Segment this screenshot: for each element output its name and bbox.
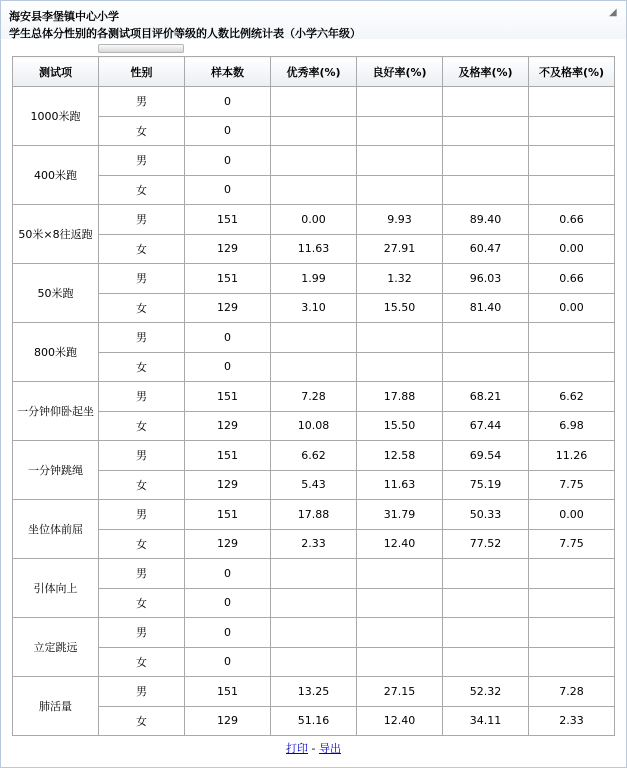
fail-cell: 7.28 [529, 677, 615, 707]
gender-cell: 女 [99, 529, 185, 559]
test-item-cell: 800米跑 [13, 323, 99, 382]
col-header-sample: 样本数 [185, 57, 271, 87]
gender-cell: 女 [99, 647, 185, 677]
table-row [13, 529, 615, 559]
pass-cell [443, 647, 529, 677]
test-item-cell: 50米×8往返跑 [13, 205, 99, 264]
statistics-table [12, 56, 615, 736]
sample-cell: 0 [185, 559, 271, 589]
excellent-cell [271, 588, 357, 618]
table-row [13, 87, 615, 117]
excellent-cell: 13.25 [271, 677, 357, 707]
good-cell [357, 559, 443, 589]
excellent-cell [271, 175, 357, 205]
pass-cell [443, 352, 529, 382]
fail-cell [529, 647, 615, 677]
table-row [13, 470, 615, 500]
excellent-cell [271, 618, 357, 648]
test-item-cell: 400米跑 [13, 146, 99, 205]
test-item-cell: 坐位体前屈 [13, 500, 99, 559]
school-name: 海安县李堡镇中心小学 [9, 10, 119, 23]
pass-cell [443, 146, 529, 176]
sample-cell: 0 [185, 146, 271, 176]
footer-separator: - [311, 742, 316, 755]
excellent-cell: 17.88 [271, 500, 357, 530]
good-cell [357, 352, 443, 382]
good-cell [357, 87, 443, 117]
sample-cell: 0 [185, 618, 271, 648]
sample-cell: 151 [185, 677, 271, 707]
good-cell: 12.58 [357, 441, 443, 471]
fail-cell [529, 116, 615, 146]
fail-cell [529, 352, 615, 382]
pass-cell [443, 116, 529, 146]
col-header-good: 良好率(%) [357, 57, 443, 87]
sample-cell: 151 [185, 382, 271, 412]
test-item-cell: 一分钟仰卧起坐 [13, 382, 99, 441]
fail-cell [529, 588, 615, 618]
gender-cell: 男 [99, 264, 185, 294]
sample-cell: 0 [185, 647, 271, 677]
excellent-cell: 2.33 [271, 529, 357, 559]
test-item-cell: 肺活量 [13, 677, 99, 736]
fail-cell [529, 146, 615, 176]
fail-cell: 0.66 [529, 264, 615, 294]
excellent-cell: 3.10 [271, 293, 357, 323]
excellent-cell [271, 323, 357, 353]
gender-cell: 女 [99, 116, 185, 146]
excellent-cell [271, 352, 357, 382]
sample-cell: 0 [185, 588, 271, 618]
col-header-gender: 性别 [99, 57, 185, 87]
sample-cell: 151 [185, 500, 271, 530]
fail-cell: 7.75 [529, 529, 615, 559]
gender-cell: 男 [99, 382, 185, 412]
pass-cell: 89.40 [443, 205, 529, 235]
good-cell [357, 618, 443, 648]
table-body [13, 87, 615, 736]
pass-cell [443, 175, 529, 205]
table-row [13, 706, 615, 736]
table-row [13, 175, 615, 205]
excellent-cell [271, 146, 357, 176]
pass-cell [443, 588, 529, 618]
gender-cell: 男 [99, 146, 185, 176]
table-row [13, 352, 615, 382]
table-row [13, 323, 615, 353]
col-header-pass: 及格率(%) [443, 57, 529, 87]
fail-cell: 0.66 [529, 205, 615, 235]
good-cell [357, 323, 443, 353]
good-cell [357, 175, 443, 205]
excellent-cell: 11.63 [271, 234, 357, 264]
test-item-cell: 50米跑 [13, 264, 99, 323]
table-row [13, 382, 615, 412]
pass-cell: 81.40 [443, 293, 529, 323]
good-cell: 27.15 [357, 677, 443, 707]
good-cell: 1.32 [357, 264, 443, 294]
fail-cell: 0.00 [529, 293, 615, 323]
gender-cell: 男 [99, 677, 185, 707]
gender-cell: 男 [99, 441, 185, 471]
fail-cell: 7.75 [529, 470, 615, 500]
table-row [13, 234, 615, 264]
fail-cell [529, 175, 615, 205]
pass-cell: 52.32 [443, 677, 529, 707]
table-row [13, 205, 615, 235]
excellent-cell: 5.43 [271, 470, 357, 500]
gender-cell: 女 [99, 293, 185, 323]
excellent-cell [271, 87, 357, 117]
excellent-cell: 6.62 [271, 441, 357, 471]
excellent-cell [271, 116, 357, 146]
sample-cell: 0 [185, 352, 271, 382]
excellent-cell: 0.00 [271, 205, 357, 235]
pass-cell: 50.33 [443, 500, 529, 530]
col-header-fail: 不及格率(%) [529, 57, 615, 87]
table-title: 学生总体分性别的各测试项目评价等级的人数比例统计表（小学六年级） [9, 27, 361, 40]
good-cell: 12.40 [357, 706, 443, 736]
good-cell [357, 116, 443, 146]
gender-cell: 女 [99, 706, 185, 736]
sample-cell: 0 [185, 323, 271, 353]
pass-cell [443, 323, 529, 353]
table-row [13, 116, 615, 146]
excellent-cell: 1.99 [271, 264, 357, 294]
gender-cell: 女 [99, 411, 185, 441]
table-row [13, 647, 615, 677]
good-cell [357, 588, 443, 618]
pass-cell: 75.19 [443, 470, 529, 500]
gender-cell: 女 [99, 352, 185, 382]
sample-cell: 0 [185, 175, 271, 205]
good-cell: 12.40 [357, 529, 443, 559]
fail-cell [529, 618, 615, 648]
window-corner-icon[interactable]: ◢ [609, 7, 617, 18]
table-row [13, 264, 615, 294]
good-cell: 15.50 [357, 411, 443, 441]
gender-cell: 女 [99, 470, 185, 500]
table-row [13, 500, 615, 530]
table-row [13, 441, 615, 471]
sample-cell: 151 [185, 264, 271, 294]
gender-cell: 男 [99, 618, 185, 648]
good-cell: 11.63 [357, 470, 443, 500]
pass-cell: 60.47 [443, 234, 529, 264]
good-cell [357, 146, 443, 176]
col-header-item: 测试项 [13, 57, 99, 87]
gender-cell: 男 [99, 205, 185, 235]
sample-cell: 0 [185, 116, 271, 146]
print-link[interactable]: 打印 [286, 742, 308, 755]
fail-cell [529, 87, 615, 117]
footer [0, 740, 627, 756]
pass-cell [443, 618, 529, 648]
table-row [13, 411, 615, 441]
pass-cell: 68.21 [443, 382, 529, 412]
gender-cell: 女 [99, 175, 185, 205]
export-link[interactable]: 导出 [318, 742, 341, 755]
good-cell: 15.50 [357, 293, 443, 323]
excellent-cell: 7.28 [271, 382, 357, 412]
table-row [13, 618, 615, 648]
gender-cell: 男 [99, 323, 185, 353]
gender-cell: 男 [99, 87, 185, 117]
header-row [13, 57, 615, 87]
good-cell: 9.93 [357, 205, 443, 235]
scroll-handle[interactable] [98, 44, 184, 53]
sample-cell: 0 [185, 87, 271, 117]
good-cell: 17.88 [357, 382, 443, 412]
fail-cell: 11.26 [529, 441, 615, 471]
test-item-cell: 1000米跑 [13, 87, 99, 146]
fail-cell [529, 559, 615, 589]
pass-cell: 67.44 [443, 411, 529, 441]
table-row [13, 588, 615, 618]
gender-cell: 女 [99, 234, 185, 264]
pass-cell: 77.52 [443, 529, 529, 559]
table-row [13, 293, 615, 323]
pass-cell: 96.03 [443, 264, 529, 294]
excellent-cell: 51.16 [271, 706, 357, 736]
gender-cell: 男 [99, 500, 185, 530]
sample-cell: 129 [185, 529, 271, 559]
table-row [13, 146, 615, 176]
header [1, 1, 626, 39]
table-row [13, 677, 615, 707]
fail-cell [529, 323, 615, 353]
sample-cell: 129 [185, 293, 271, 323]
excellent-cell [271, 647, 357, 677]
excellent-cell [271, 559, 357, 589]
fail-cell: 6.98 [529, 411, 615, 441]
sample-cell: 129 [185, 234, 271, 264]
col-header-excellent: 优秀率(%) [271, 57, 357, 87]
excellent-cell: 10.08 [271, 411, 357, 441]
sample-cell: 151 [185, 441, 271, 471]
gender-cell: 女 [99, 588, 185, 618]
pass-cell [443, 559, 529, 589]
sample-cell: 129 [185, 706, 271, 736]
pass-cell: 34.11 [443, 706, 529, 736]
fail-cell: 6.62 [529, 382, 615, 412]
pass-cell: 69.54 [443, 441, 529, 471]
gender-cell: 男 [99, 559, 185, 589]
good-cell: 27.91 [357, 234, 443, 264]
fail-cell: 0.00 [529, 500, 615, 530]
good-cell: 31.79 [357, 500, 443, 530]
test-item-cell: 引体向上 [13, 559, 99, 618]
table-row [13, 559, 615, 589]
sample-cell: 129 [185, 470, 271, 500]
test-item-cell: 一分钟跳绳 [13, 441, 99, 500]
good-cell [357, 647, 443, 677]
sample-cell: 129 [185, 411, 271, 441]
sample-cell: 151 [185, 205, 271, 235]
test-item-cell: 立定跳远 [13, 618, 99, 677]
fail-cell: 0.00 [529, 234, 615, 264]
fail-cell: 2.33 [529, 706, 615, 736]
pass-cell [443, 87, 529, 117]
